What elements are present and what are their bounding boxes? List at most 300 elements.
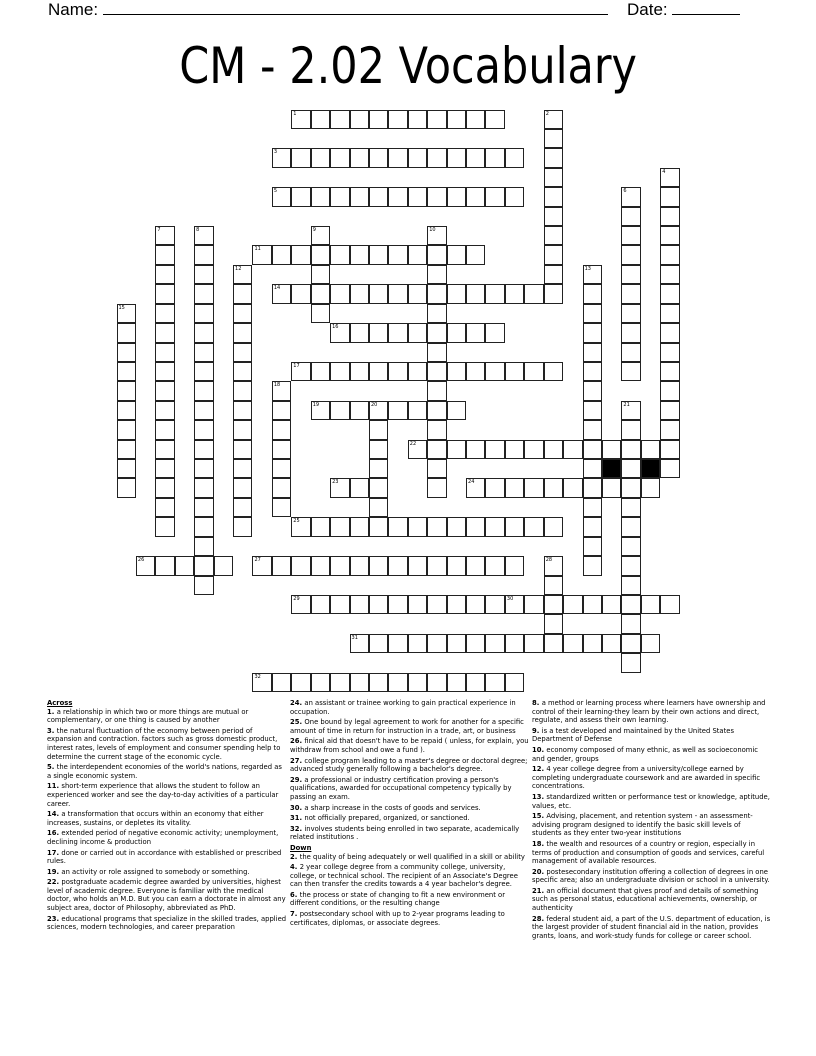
grid-cell[interactable] bbox=[583, 537, 602, 556]
grid-cell[interactable] bbox=[544, 440, 563, 459]
grid-cell[interactable] bbox=[427, 401, 446, 420]
grid-cell[interactable] bbox=[194, 537, 213, 556]
grid-cell[interactable] bbox=[621, 478, 640, 497]
grid-cell[interactable] bbox=[194, 323, 213, 342]
grid-cell[interactable] bbox=[233, 498, 252, 517]
grid-cell[interactable] bbox=[350, 673, 369, 692]
grid-cell[interactable] bbox=[369, 323, 388, 342]
grid-cell[interactable] bbox=[621, 187, 640, 206]
grid-cell[interactable] bbox=[291, 517, 310, 536]
grid-cell[interactable] bbox=[660, 168, 679, 187]
grid-cell[interactable] bbox=[233, 265, 252, 284]
grid-cell[interactable] bbox=[272, 440, 291, 459]
grid-cell[interactable] bbox=[291, 110, 310, 129]
grid-cell[interactable] bbox=[330, 673, 349, 692]
grid-cell[interactable] bbox=[602, 478, 621, 497]
grid-cell[interactable] bbox=[272, 187, 291, 206]
grid-cell[interactable] bbox=[311, 148, 330, 167]
grid-cell[interactable] bbox=[350, 187, 369, 206]
grid-cell[interactable] bbox=[505, 673, 524, 692]
grid-cell[interactable] bbox=[660, 440, 679, 459]
grid-cell[interactable] bbox=[155, 459, 174, 478]
grid-cell[interactable] bbox=[388, 595, 407, 614]
grid-cell[interactable] bbox=[350, 517, 369, 536]
grid-cell[interactable] bbox=[427, 265, 446, 284]
grid-cell[interactable] bbox=[233, 304, 252, 323]
grid-cell[interactable] bbox=[641, 440, 660, 459]
grid-cell[interactable] bbox=[524, 634, 543, 653]
grid-cell[interactable] bbox=[369, 440, 388, 459]
grid-cell[interactable] bbox=[583, 381, 602, 400]
grid-cell[interactable] bbox=[447, 284, 466, 303]
grid-cell[interactable] bbox=[155, 284, 174, 303]
grid-cell[interactable] bbox=[350, 478, 369, 497]
grid-cell[interactable] bbox=[117, 401, 136, 420]
grid-cell[interactable] bbox=[544, 517, 563, 536]
grid-cell[interactable] bbox=[660, 284, 679, 303]
grid-cell[interactable] bbox=[311, 595, 330, 614]
grid-cell[interactable] bbox=[427, 323, 446, 342]
grid-cell[interactable] bbox=[485, 323, 504, 342]
grid-cell[interactable] bbox=[233, 478, 252, 497]
grid-cell[interactable] bbox=[369, 401, 388, 420]
grid-cell[interactable] bbox=[563, 440, 582, 459]
grid-cell[interactable] bbox=[485, 634, 504, 653]
grid-cell[interactable] bbox=[388, 187, 407, 206]
grid-cell[interactable] bbox=[311, 673, 330, 692]
grid-cell[interactable] bbox=[544, 265, 563, 284]
grid-cell[interactable] bbox=[505, 362, 524, 381]
grid-cell[interactable] bbox=[155, 420, 174, 439]
grid-cell[interactable] bbox=[427, 420, 446, 439]
grid-cell[interactable] bbox=[660, 401, 679, 420]
grid-cell[interactable] bbox=[427, 595, 446, 614]
grid-cell[interactable] bbox=[350, 556, 369, 575]
grid-cell[interactable] bbox=[291, 595, 310, 614]
grid-cell[interactable] bbox=[369, 478, 388, 497]
grid-cell[interactable] bbox=[291, 673, 310, 692]
grid-cell[interactable] bbox=[660, 207, 679, 226]
grid-cell[interactable] bbox=[427, 517, 446, 536]
grid-cell[interactable] bbox=[544, 148, 563, 167]
grid-cell[interactable] bbox=[388, 673, 407, 692]
grid-cell[interactable] bbox=[524, 517, 543, 536]
grid-cell[interactable] bbox=[117, 459, 136, 478]
grid-cell[interactable] bbox=[194, 517, 213, 536]
grid-cell[interactable] bbox=[233, 440, 252, 459]
grid-cell[interactable] bbox=[194, 420, 213, 439]
grid-cell[interactable] bbox=[544, 576, 563, 595]
grid-cell[interactable] bbox=[369, 595, 388, 614]
grid-cell[interactable] bbox=[621, 343, 640, 362]
grid-cell[interactable] bbox=[427, 187, 446, 206]
grid-cell[interactable] bbox=[466, 148, 485, 167]
grid-cell[interactable] bbox=[272, 401, 291, 420]
grid-cell[interactable] bbox=[544, 556, 563, 575]
grid-cell[interactable] bbox=[660, 459, 679, 478]
grid-cell[interactable] bbox=[544, 207, 563, 226]
grid-cell[interactable] bbox=[485, 110, 504, 129]
grid-cell[interactable] bbox=[311, 265, 330, 284]
grid-cell[interactable] bbox=[505, 148, 524, 167]
grid-cell[interactable] bbox=[330, 517, 349, 536]
grid-cell[interactable] bbox=[602, 595, 621, 614]
grid-cell[interactable] bbox=[466, 478, 485, 497]
grid-cell[interactable] bbox=[233, 401, 252, 420]
grid-cell[interactable] bbox=[447, 323, 466, 342]
grid-cell[interactable] bbox=[505, 634, 524, 653]
grid-cell[interactable] bbox=[311, 284, 330, 303]
grid-cell[interactable] bbox=[117, 362, 136, 381]
grid-cell[interactable] bbox=[466, 595, 485, 614]
grid-cell[interactable] bbox=[621, 420, 640, 439]
grid-cell[interactable] bbox=[311, 556, 330, 575]
grid-cell[interactable] bbox=[660, 245, 679, 264]
grid-cell[interactable] bbox=[252, 245, 271, 264]
grid-cell[interactable] bbox=[544, 634, 563, 653]
grid-cell[interactable] bbox=[369, 459, 388, 478]
grid-cell[interactable] bbox=[155, 323, 174, 342]
grid-cell[interactable] bbox=[485, 440, 504, 459]
grid-cell[interactable] bbox=[330, 362, 349, 381]
grid-cell[interactable] bbox=[408, 245, 427, 264]
grid-cell[interactable] bbox=[233, 381, 252, 400]
grid-cell[interactable] bbox=[350, 110, 369, 129]
grid-cell[interactable] bbox=[583, 634, 602, 653]
grid-cell[interactable] bbox=[583, 265, 602, 284]
grid-cell[interactable] bbox=[466, 517, 485, 536]
grid-cell[interactable] bbox=[544, 168, 563, 187]
grid-cell[interactable] bbox=[660, 381, 679, 400]
grid-cell[interactable] bbox=[291, 362, 310, 381]
grid-cell[interactable] bbox=[485, 673, 504, 692]
grid-cell[interactable] bbox=[272, 245, 291, 264]
grid-cell[interactable] bbox=[505, 187, 524, 206]
grid-cell[interactable] bbox=[272, 284, 291, 303]
grid-cell[interactable] bbox=[117, 343, 136, 362]
grid-cell[interactable] bbox=[485, 148, 504, 167]
grid-cell[interactable] bbox=[660, 226, 679, 245]
grid-cell[interactable] bbox=[447, 673, 466, 692]
grid-cell[interactable] bbox=[466, 187, 485, 206]
grid-cell[interactable] bbox=[524, 595, 543, 614]
grid-cell[interactable] bbox=[447, 401, 466, 420]
grid-cell[interactable] bbox=[350, 323, 369, 342]
grid-cell[interactable] bbox=[447, 440, 466, 459]
grid-cell[interactable] bbox=[583, 323, 602, 342]
grid-cell[interactable] bbox=[155, 226, 174, 245]
grid-cell[interactable] bbox=[350, 362, 369, 381]
grid-cell[interactable] bbox=[175, 556, 194, 575]
grid-cell[interactable] bbox=[388, 517, 407, 536]
grid-cell[interactable] bbox=[155, 440, 174, 459]
grid-cell[interactable] bbox=[544, 245, 563, 264]
grid-cell[interactable] bbox=[388, 556, 407, 575]
grid-cell[interactable] bbox=[330, 556, 349, 575]
grid-cell[interactable] bbox=[505, 284, 524, 303]
grid-cell[interactable] bbox=[330, 148, 349, 167]
grid-cell[interactable] bbox=[621, 304, 640, 323]
grid-cell[interactable] bbox=[485, 595, 504, 614]
grid-cell[interactable] bbox=[660, 343, 679, 362]
grid-cell[interactable] bbox=[485, 362, 504, 381]
grid-cell[interactable] bbox=[369, 556, 388, 575]
grid-cell[interactable] bbox=[291, 187, 310, 206]
grid-cell[interactable] bbox=[621, 207, 640, 226]
grid-cell[interactable] bbox=[291, 556, 310, 575]
grid-cell[interactable] bbox=[583, 595, 602, 614]
grid-cell[interactable] bbox=[369, 148, 388, 167]
grid-cell[interactable] bbox=[350, 245, 369, 264]
grid-cell[interactable] bbox=[233, 343, 252, 362]
grid-cell[interactable] bbox=[621, 634, 640, 653]
grid-cell[interactable] bbox=[621, 265, 640, 284]
grid-cell[interactable] bbox=[621, 401, 640, 420]
grid-cell[interactable] bbox=[194, 478, 213, 497]
grid-cell[interactable] bbox=[485, 284, 504, 303]
grid-cell[interactable] bbox=[524, 478, 543, 497]
grid-cell[interactable] bbox=[505, 440, 524, 459]
grid-cell[interactable] bbox=[388, 110, 407, 129]
grid-cell[interactable] bbox=[155, 401, 174, 420]
grid-cell[interactable] bbox=[660, 420, 679, 439]
grid-cell[interactable] bbox=[330, 323, 349, 342]
grid-cell[interactable] bbox=[136, 556, 155, 575]
grid-cell[interactable] bbox=[311, 304, 330, 323]
grid-cell[interactable] bbox=[621, 537, 640, 556]
grid-cell[interactable] bbox=[408, 187, 427, 206]
grid-cell[interactable] bbox=[388, 634, 407, 653]
grid-cell[interactable] bbox=[408, 148, 427, 167]
grid-cell[interactable] bbox=[447, 517, 466, 536]
grid-cell[interactable] bbox=[621, 614, 640, 633]
grid-cell[interactable] bbox=[583, 362, 602, 381]
grid-cell[interactable] bbox=[311, 362, 330, 381]
grid-cell[interactable] bbox=[524, 440, 543, 459]
grid-cell[interactable] bbox=[544, 362, 563, 381]
grid-cell[interactable] bbox=[408, 556, 427, 575]
grid-cell[interactable] bbox=[194, 498, 213, 517]
grid-cell[interactable] bbox=[350, 595, 369, 614]
grid-cell[interactable] bbox=[350, 634, 369, 653]
grid-cell[interactable] bbox=[641, 595, 660, 614]
grid-cell[interactable] bbox=[544, 614, 563, 633]
grid-cell[interactable] bbox=[194, 459, 213, 478]
grid-cell[interactable] bbox=[447, 595, 466, 614]
grid-cell[interactable] bbox=[272, 148, 291, 167]
grid-cell[interactable] bbox=[505, 478, 524, 497]
grid-cell[interactable] bbox=[311, 110, 330, 129]
grid-cell[interactable] bbox=[272, 420, 291, 439]
grid-cell[interactable] bbox=[621, 595, 640, 614]
grid-cell[interactable] bbox=[660, 304, 679, 323]
grid-cell[interactable] bbox=[272, 673, 291, 692]
grid-cell[interactable] bbox=[621, 226, 640, 245]
grid-cell[interactable] bbox=[466, 556, 485, 575]
grid-cell[interactable] bbox=[466, 323, 485, 342]
grid-cell[interactable] bbox=[194, 265, 213, 284]
grid-cell[interactable] bbox=[583, 556, 602, 575]
grid-cell[interactable] bbox=[447, 245, 466, 264]
grid-cell[interactable] bbox=[388, 284, 407, 303]
grid-cell[interactable] bbox=[369, 498, 388, 517]
grid-cell[interactable] bbox=[194, 556, 213, 575]
grid-cell[interactable] bbox=[485, 478, 504, 497]
grid-cell[interactable] bbox=[388, 323, 407, 342]
grid-cell[interactable] bbox=[233, 362, 252, 381]
grid-cell[interactable] bbox=[485, 187, 504, 206]
grid-cell[interactable] bbox=[330, 595, 349, 614]
grid-cell[interactable] bbox=[252, 556, 271, 575]
grid-cell[interactable] bbox=[583, 284, 602, 303]
grid-cell[interactable] bbox=[408, 673, 427, 692]
grid-cell[interactable] bbox=[583, 440, 602, 459]
grid-cell[interactable] bbox=[155, 245, 174, 264]
grid-cell[interactable] bbox=[427, 226, 446, 245]
grid-cell[interactable] bbox=[563, 478, 582, 497]
grid-cell[interactable] bbox=[194, 226, 213, 245]
grid-cell[interactable] bbox=[194, 304, 213, 323]
grid-cell[interactable] bbox=[641, 478, 660, 497]
grid-cell[interactable] bbox=[194, 362, 213, 381]
grid-cell[interactable] bbox=[117, 304, 136, 323]
grid-cell[interactable] bbox=[427, 556, 446, 575]
grid-cell[interactable] bbox=[194, 343, 213, 362]
grid-cell[interactable] bbox=[466, 110, 485, 129]
grid-cell[interactable] bbox=[272, 556, 291, 575]
grid-cell[interactable] bbox=[155, 498, 174, 517]
grid-cell[interactable] bbox=[621, 362, 640, 381]
grid-cell[interactable] bbox=[583, 343, 602, 362]
grid-cell[interactable] bbox=[408, 595, 427, 614]
grid-cell[interactable] bbox=[272, 459, 291, 478]
grid-cell[interactable] bbox=[447, 634, 466, 653]
grid-cell[interactable] bbox=[214, 556, 233, 575]
grid-cell[interactable] bbox=[621, 576, 640, 595]
grid-cell[interactable] bbox=[155, 265, 174, 284]
grid-cell[interactable] bbox=[447, 187, 466, 206]
grid-cell[interactable] bbox=[621, 517, 640, 536]
grid-cell[interactable] bbox=[233, 323, 252, 342]
grid-cell[interactable] bbox=[466, 245, 485, 264]
grid-cell[interactable] bbox=[291, 245, 310, 264]
grid-cell[interactable] bbox=[524, 362, 543, 381]
grid-cell[interactable] bbox=[427, 110, 446, 129]
grid-cell[interactable] bbox=[563, 634, 582, 653]
grid-cell[interactable] bbox=[660, 362, 679, 381]
grid-cell[interactable] bbox=[311, 401, 330, 420]
grid-cell[interactable] bbox=[155, 362, 174, 381]
grid-cell[interactable] bbox=[427, 634, 446, 653]
grid-cell[interactable] bbox=[621, 284, 640, 303]
grid-cell[interactable] bbox=[350, 284, 369, 303]
grid-cell[interactable] bbox=[427, 304, 446, 323]
grid-cell[interactable] bbox=[427, 343, 446, 362]
grid-cell[interactable] bbox=[466, 440, 485, 459]
grid-cell[interactable] bbox=[544, 110, 563, 129]
grid-cell[interactable] bbox=[311, 187, 330, 206]
grid-cell[interactable] bbox=[427, 478, 446, 497]
grid-cell[interactable] bbox=[194, 245, 213, 264]
grid-cell[interactable] bbox=[330, 187, 349, 206]
grid-cell[interactable] bbox=[233, 517, 252, 536]
grid-cell[interactable] bbox=[330, 478, 349, 497]
grid-cell[interactable] bbox=[369, 634, 388, 653]
grid-cell[interactable] bbox=[602, 634, 621, 653]
grid-cell[interactable] bbox=[427, 148, 446, 167]
grid-cell[interactable] bbox=[466, 634, 485, 653]
grid-cell[interactable] bbox=[194, 576, 213, 595]
grid-cell[interactable] bbox=[621, 323, 640, 342]
grid-cell[interactable] bbox=[660, 595, 679, 614]
grid-cell[interactable] bbox=[388, 245, 407, 264]
grid-cell[interactable] bbox=[369, 517, 388, 536]
grid-cell[interactable] bbox=[466, 284, 485, 303]
grid-cell[interactable] bbox=[272, 498, 291, 517]
grid-cell[interactable] bbox=[544, 226, 563, 245]
grid-cell[interactable] bbox=[447, 110, 466, 129]
grid-cell[interactable] bbox=[621, 556, 640, 575]
grid-cell[interactable] bbox=[369, 420, 388, 439]
grid-cell[interactable] bbox=[117, 323, 136, 342]
grid-cell[interactable] bbox=[233, 284, 252, 303]
grid-cell[interactable] bbox=[155, 517, 174, 536]
grid-cell[interactable] bbox=[311, 517, 330, 536]
grid-cell[interactable] bbox=[583, 304, 602, 323]
grid-cell[interactable] bbox=[621, 459, 640, 478]
grid-cell[interactable] bbox=[621, 653, 640, 672]
grid-cell[interactable] bbox=[194, 401, 213, 420]
grid-cell[interactable] bbox=[583, 420, 602, 439]
grid-cell[interactable] bbox=[408, 323, 427, 342]
grid-cell[interactable] bbox=[485, 517, 504, 536]
grid-cell[interactable] bbox=[583, 478, 602, 497]
grid-cell[interactable] bbox=[330, 284, 349, 303]
grid-cell[interactable] bbox=[563, 595, 582, 614]
grid-cell[interactable] bbox=[369, 673, 388, 692]
grid-cell[interactable] bbox=[427, 284, 446, 303]
grid-cell[interactable] bbox=[427, 440, 446, 459]
grid-cell[interactable] bbox=[272, 381, 291, 400]
grid-cell[interactable] bbox=[660, 265, 679, 284]
grid-cell[interactable] bbox=[117, 381, 136, 400]
grid-cell[interactable] bbox=[194, 284, 213, 303]
grid-cell[interactable] bbox=[602, 440, 621, 459]
grid-cell[interactable] bbox=[505, 517, 524, 536]
grid-cell[interactable] bbox=[621, 440, 640, 459]
grid-cell[interactable] bbox=[524, 284, 543, 303]
grid-cell[interactable] bbox=[621, 245, 640, 264]
grid-cell[interactable] bbox=[660, 323, 679, 342]
grid-cell[interactable] bbox=[447, 362, 466, 381]
grid-cell[interactable] bbox=[505, 595, 524, 614]
grid-cell[interactable] bbox=[583, 517, 602, 536]
grid-cell[interactable] bbox=[427, 673, 446, 692]
grid-cell[interactable] bbox=[447, 148, 466, 167]
grid-cell[interactable] bbox=[447, 556, 466, 575]
grid-cell[interactable] bbox=[291, 284, 310, 303]
grid-cell[interactable] bbox=[544, 595, 563, 614]
grid-cell[interactable] bbox=[330, 245, 349, 264]
grid-cell[interactable] bbox=[369, 187, 388, 206]
grid-cell[interactable] bbox=[155, 304, 174, 323]
grid-cell[interactable] bbox=[117, 478, 136, 497]
grid-cell[interactable] bbox=[291, 148, 310, 167]
grid-cell[interactable] bbox=[544, 129, 563, 148]
grid-cell[interactable] bbox=[660, 187, 679, 206]
grid-cell[interactable] bbox=[272, 478, 291, 497]
grid-cell[interactable] bbox=[408, 440, 427, 459]
